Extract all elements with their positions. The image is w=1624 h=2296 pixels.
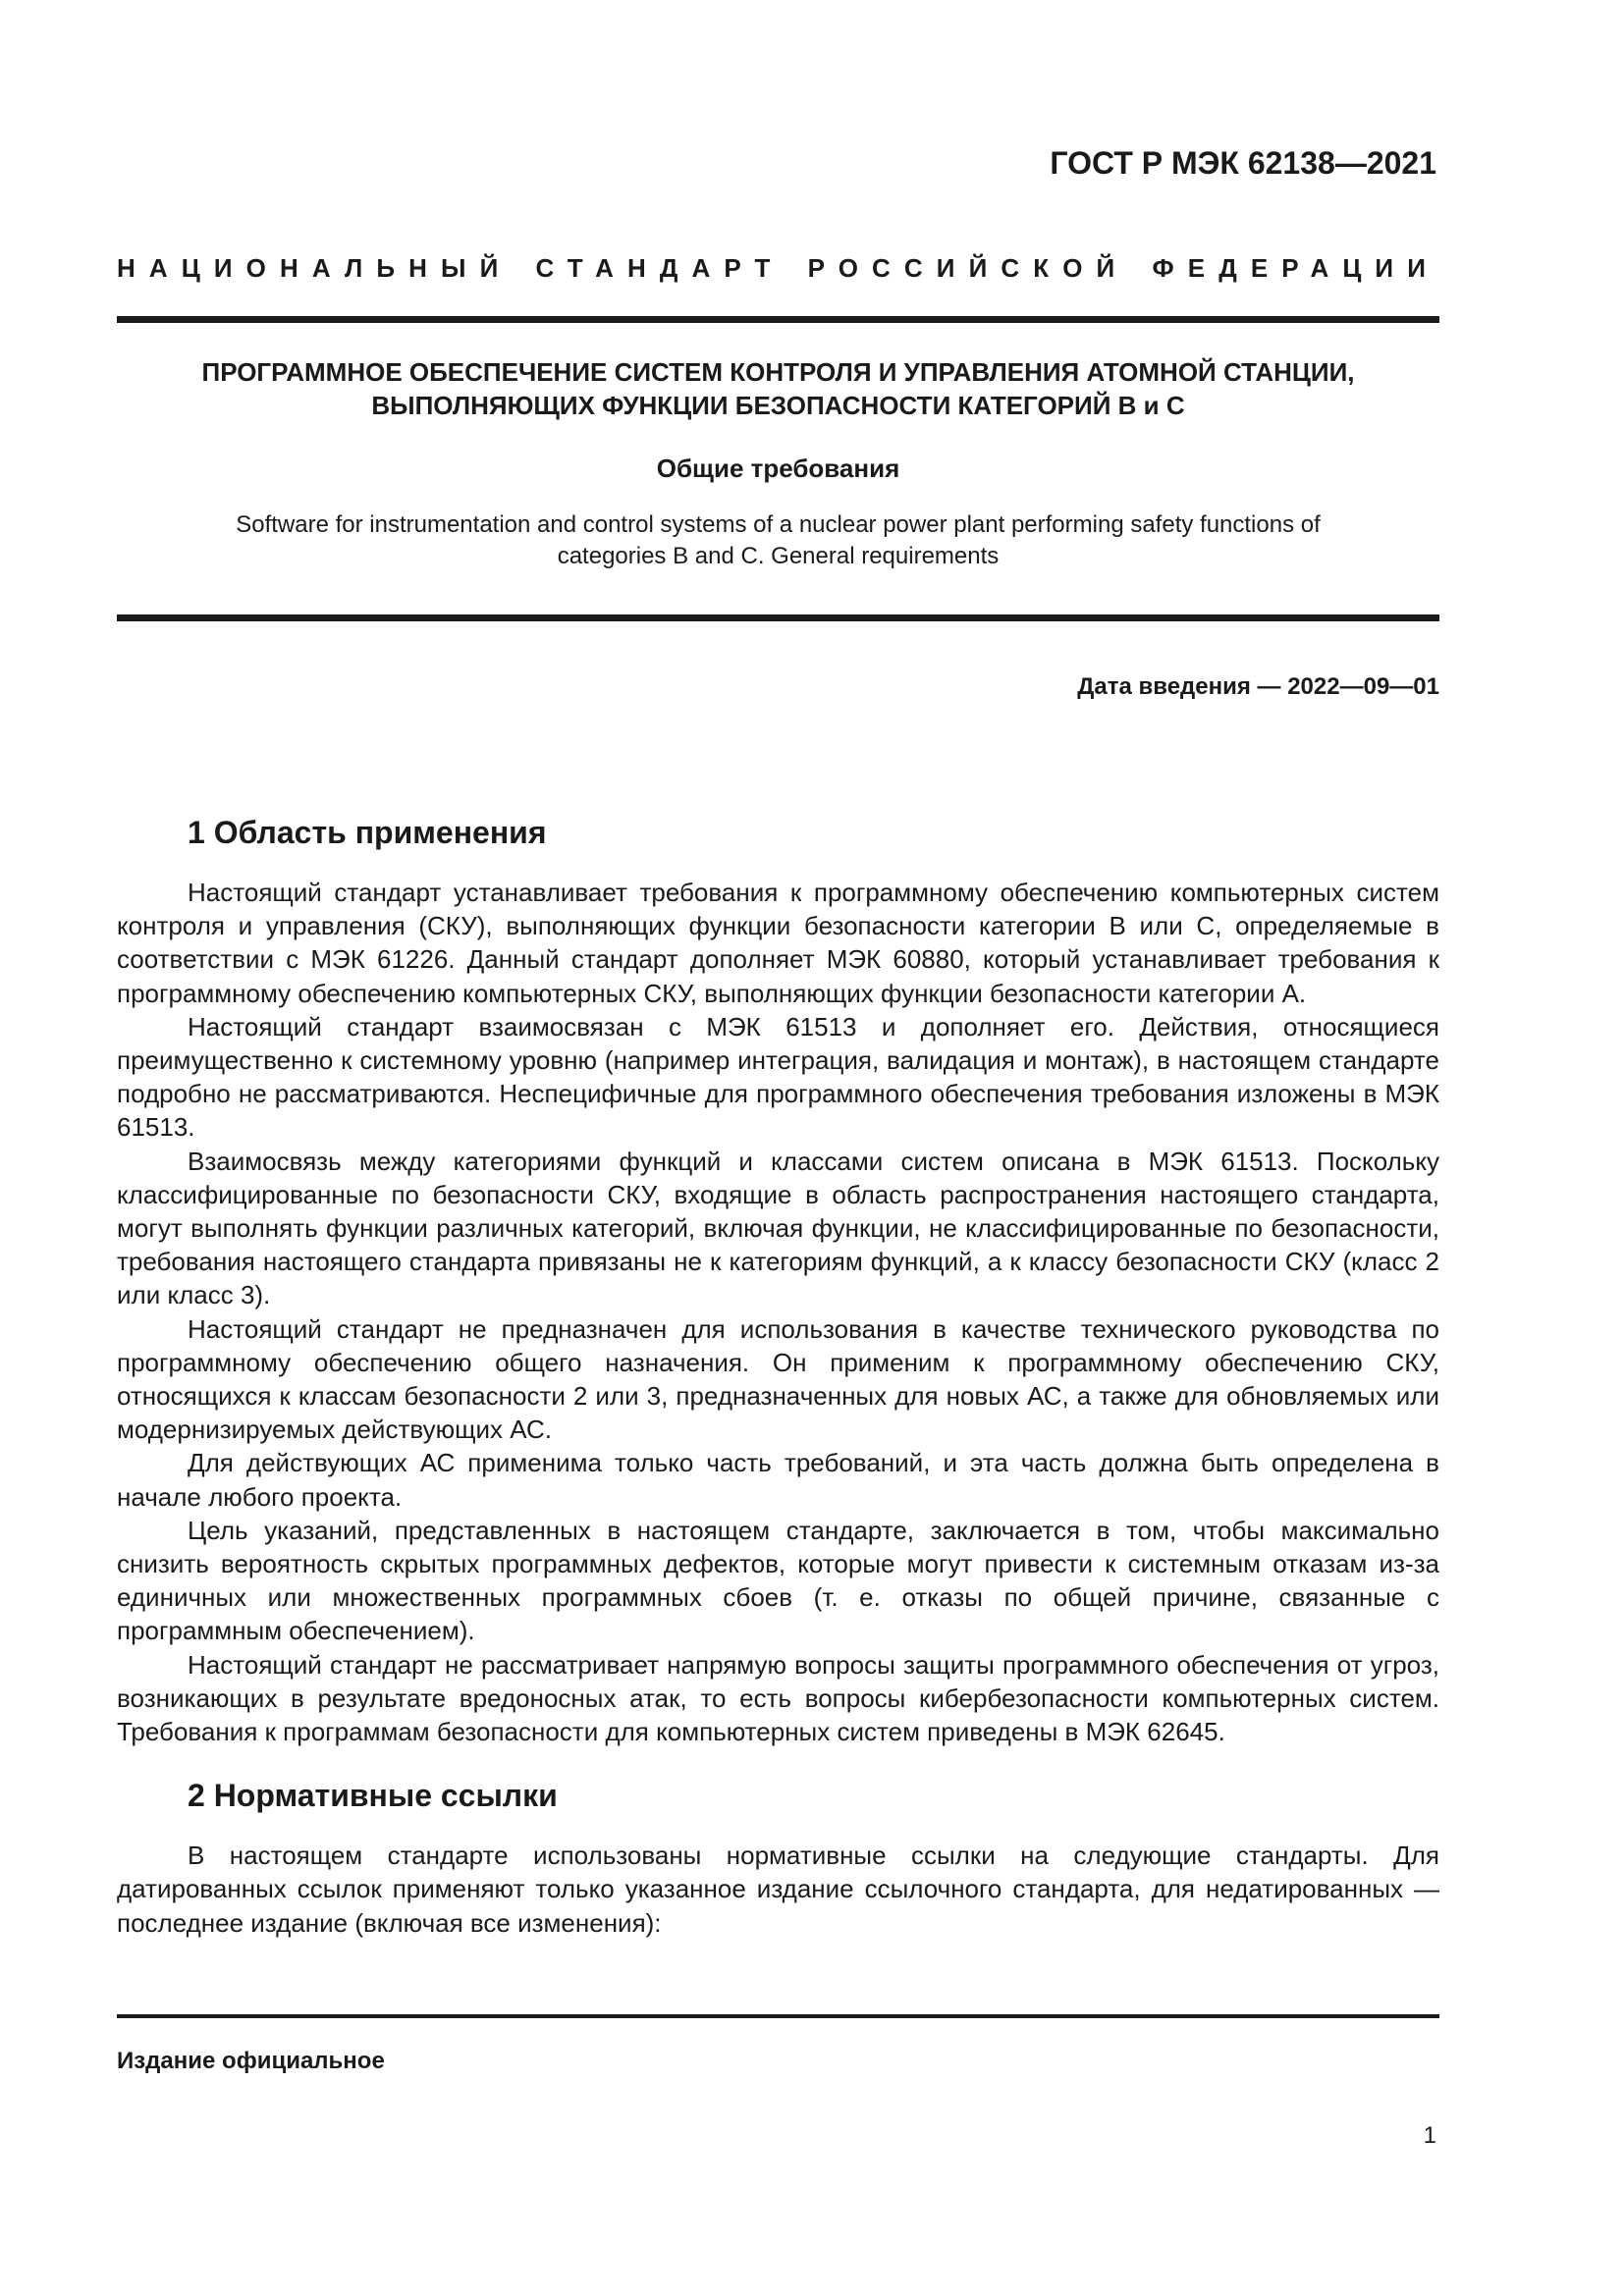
section-scope	[117, 813, 1439, 1748]
top-divider	[117, 316, 1439, 323]
title-ru-line2: ВЫПОЛНЯЮЩИХ ФУНКЦИИ БЕЗОПАСНОСТИ КАТЕГОРИЙ В и С	[371, 391, 1185, 420]
national-standard-banner: НАЦИОНАЛЬНЫЙ СТАНДАРТ РОССИЙСКОЙ ФЕДЕРАЦИИ	[117, 253, 1439, 283]
document-number: ГОСТ Р МЭК 62138—2021	[1050, 145, 1436, 181]
footer-divider	[117, 2014, 1439, 2018]
section-heading: 1 Область применения	[188, 815, 547, 850]
title-divider	[117, 614, 1439, 621]
paragraph: Взаимосвязь между категориями функций и классами систем описана в МЭК 61513. Поскольку классифицированные по безопасности СКУ, входящие в область распространения настоящего стандарта, могут выполнять функции различных категорий, включая функции, не классифицированные по безопасности, требования настоящего стандарта привязаны не к категориям функций, а к классу безопасности СКУ (класс 2 или класс 3).	[117, 1146, 1439, 1310]
title-ru	[117, 355, 1439, 422]
page-number: 1	[1423, 2122, 1436, 2149]
paragraph: Настоящий стандарт не рассматривает напрямую вопросы защиты программного обеспечения от угроз, возникающих в результате вредоносных атак, то есть вопросы кибербезопасности компьютерных систем. Требования к программам безопасности для компьютерных систем приведены в МЭК 62645.	[117, 1649, 1439, 1747]
paragraph: В настоящем стандарте использованы нормативные ссылки на следующие стандарты. Для датированных ссылок применяют только указанное издание ссылочного стандарта, для недатированных — последнее издание (включая все изменения):	[117, 1841, 1439, 1938]
title-block	[117, 355, 1439, 572]
title-en: Software for instrumentation and control systems of a nuclear power plant performing safety functions of categories B and C. General requirements	[236, 511, 1321, 569]
section-heading: 2 Нормативные ссылки	[188, 1778, 558, 1814]
title-ru-line1: ПРОГРАММНОЕ ОБЕСПЕЧЕНИЕ СИСТЕМ КОНТРОЛЯ И УПРАВЛЕНИЯ АТОМНОЙ СТАНЦИИ,	[201, 357, 1355, 387]
paragraph: Настоящий стандарт устанавливает требования к программному обеспечению компьютерных систем контроля и управления (СКУ), выполняющих функции безопасности категории В или С, определяемые в соответствии с МЭК 61226. Данный стандарт дополняет МЭК 60880, который устанавливает требования к программному обеспечению компьютерных СКУ, выполняющих функции безопасности категории А.	[117, 878, 1439, 1008]
official-edition-label: Издание официальное	[117, 2048, 385, 2074]
paragraph: Цель указаний, представленных в настоящем стандарте, заключается в том, чтобы максимально снизить вероятность скрытых программных дефектов, которые могут привести к системным отказам из-за единичных или множественных программных сбоев (т. е. отказы по общей причине, связанные с программным обеспечением).	[117, 1515, 1439, 1646]
paragraph: Настоящий стандарт не предназначен для использования в качестве технического руководства по программному обеспечению общего назначения. Он применим к программному обеспечению СКУ, относящихся к классам безопасности 2 или 3, предназначенных для новых АС, а также для обновляемых или модернизируемых действующих АС.	[117, 1313, 1439, 1445]
document-body	[117, 813, 1439, 1940]
section-normative-references	[117, 1776, 1439, 1940]
paragraph: Настоящий стандарт взаимосвязан с МЭК 61513 и дополняет его. Действия, относящиеся преимущественно к системному уровню (например интеграция, валидация и монтаж), в настоящем стандарте подробно не рассматриваются. Неспецифичные для программного обеспечения требования изложены в МЭК 61513.	[117, 1011, 1439, 1143]
subtitle-ru: Общие требования	[656, 454, 900, 483]
paragraph: Для действующих АС применима только часть требований, и эта часть должна быть определена в начале любого проекта.	[117, 1448, 1439, 1512]
introduction-date: Дата введения — 2022—09—01	[1077, 673, 1439, 700]
